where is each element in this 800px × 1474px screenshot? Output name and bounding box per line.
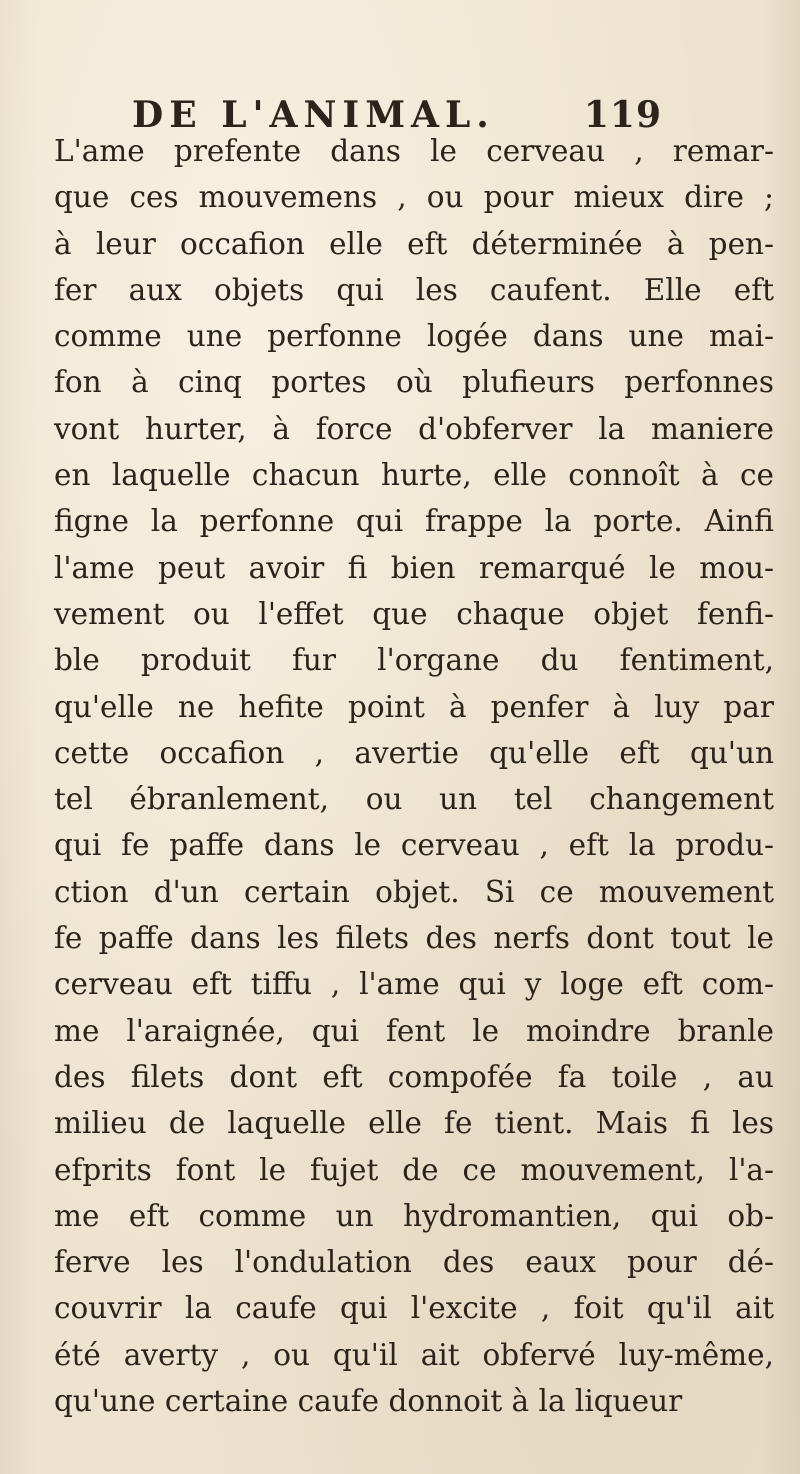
text-line: fer aux objets qui les caufent. Elle eft [54, 272, 774, 307]
text-line: à leur occafion elle eft déterminée à pen- [54, 226, 774, 261]
text-line: cette occafion , avertie qu'elle eft qu'un [54, 735, 774, 770]
text-line: fon à cinq portes où plufieurs perfonnes [54, 365, 774, 400]
text-line: que ces mouvemens , ou pour mieux dire ; [54, 180, 774, 215]
body-text [54, 128, 774, 1424]
text-line: efprits font le fujet de ce mouvement, l'a- [54, 1152, 774, 1187]
text-line: L'ame prefente dans le cerveau , remar- [54, 134, 774, 168]
text-line: qu'elle ne hefite point à penfer à luy par [54, 689, 774, 724]
running-title: DE L'ANIMAL. [132, 94, 495, 136]
text-line: qui fe paffe dans le cerveau , eft la produ- [54, 828, 774, 863]
text-line: en laquelle chacun hurte, elle connoît à ce [54, 458, 774, 493]
text-line: milieu de laquelle elle fe tient. Mais fi les [54, 1106, 774, 1141]
text-line: tel ébranlement, ou un tel changement [54, 782, 774, 817]
text-line: été averty , ou qu'il ait obfervé luy-même, [54, 1337, 774, 1372]
text-line: couvrir la caufe qui l'excite , foit qu'il ait [54, 1291, 774, 1326]
text-line: fe paffe dans les filets des nerfs dont tout le [54, 921, 774, 956]
text-line: figne la perfonne qui frappe la porte. Ainfi [54, 504, 774, 539]
text-line: vont hurter, à force d'obferver la maniere [54, 411, 774, 446]
text-line: ble produit fur l'organe du fentiment, [54, 643, 774, 678]
text-line: cerveau eft tiffu , l'ame qui y loge eft com- [54, 967, 774, 1002]
page-number: 119 [583, 94, 662, 136]
text-line: ction d'un certain objet. Si ce mouvement [54, 874, 774, 909]
text-line: comme une perfonne logée dans une mai- [54, 319, 774, 354]
text-line: ferve les l'ondulation des eaux pour dé- [54, 1245, 774, 1280]
text-line: vement ou l'effet que chaque objet fenfi- [54, 596, 774, 631]
text-line: qu'une certaine caufe donnoit à la liqueur [54, 1384, 683, 1419]
text-line: me l'araignée, qui fent le moindre branle [54, 1013, 774, 1048]
text-line: me eft comme un hydromantien, qui ob- [54, 1198, 774, 1233]
text-line: des filets dont eft compofée fa toile , au [54, 1059, 774, 1094]
text-line: l'ame peut avoir fi bien remarqué le mou- [54, 550, 774, 585]
